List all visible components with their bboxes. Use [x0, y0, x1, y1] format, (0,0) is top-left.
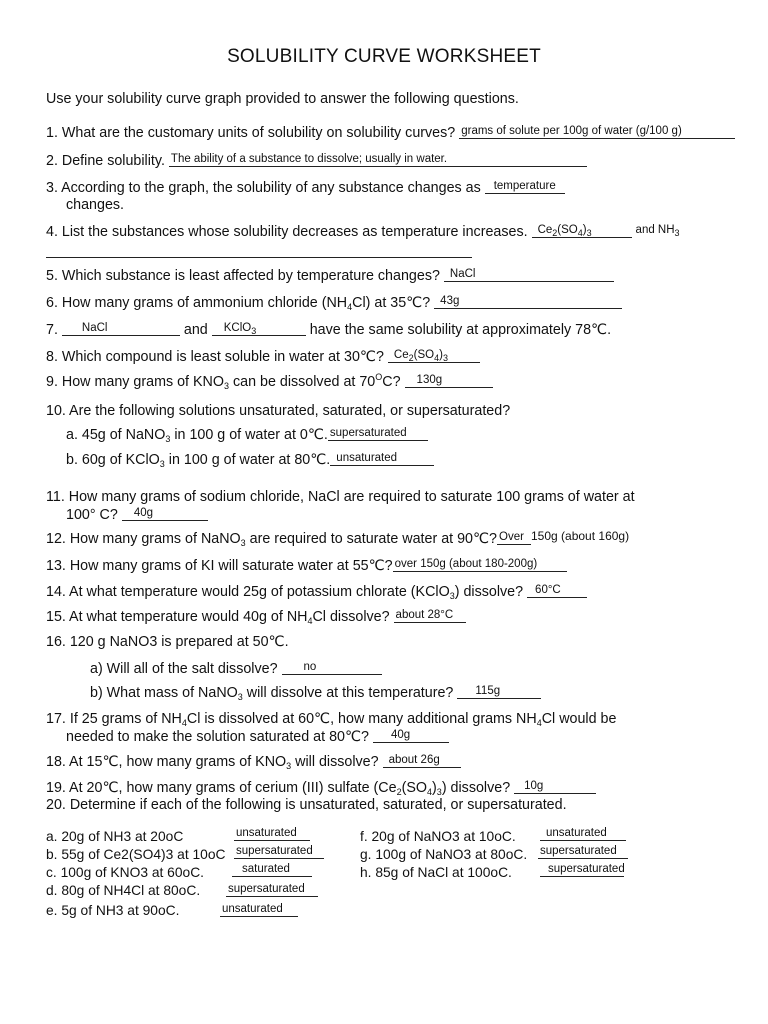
question-20e: e. 5g of NH3 at 90oC.: [46, 903, 180, 918]
answer-20e: unsaturated: [220, 902, 298, 920]
answer-17: 40g: [373, 729, 449, 743]
question-10a: a. 45g of NaNO$_3$ in 100 g of water at 0℃. supersaturated: [66, 426, 428, 444]
answer-16a: no: [282, 661, 382, 675]
question-7: 7. NaCl and KClO$_3$ have the same solubility at approximately 78℃.: [46, 322, 612, 338]
question-20h: h. 85g of NaCl at 100oC.: [360, 865, 512, 880]
question-20g: g. 100g of NaNO3 at 80oC.: [360, 847, 528, 862]
question-16a: a) Will all of the salt dissolve? no: [90, 660, 382, 678]
answer-6: 43g: [434, 295, 622, 309]
answer-14: 60°C: [527, 584, 587, 598]
question-4-text: 4. List the substances whose solubility decreases as temperature increases.: [46, 224, 528, 240]
question-12: 12. How many grams of NaNO$_3$ are required to saturate water at 90℃? Over $^{150g (about 160g)}$: [46, 529, 630, 548]
answer-10a: supersaturated: [328, 427, 428, 441]
question-3: [46, 179, 565, 197]
question-4: [46, 223, 680, 242]
answer-12: Over: [497, 531, 531, 545]
question-5: [46, 267, 614, 285]
question-16: 16. 120 g NaNO3 is prepared at 50℃.: [46, 634, 289, 650]
answer-11: 40g: [122, 507, 208, 521]
answer-1: grams of solute per 100g of water (g/100 g): [459, 125, 735, 139]
answer-16b: 115g: [457, 685, 541, 699]
question-13: 13. How many grams of KI will saturate water at 55℃? over 150g (about 180-200g): [46, 557, 567, 575]
answer-19: 10g: [514, 780, 596, 794]
question-9: 9. How many grams of $KNO_3$ can be dissolved at $70^OC$? 130g: [46, 373, 493, 391]
answer-20h: supersaturated: [540, 862, 624, 880]
answer-20g: supersaturated: [538, 844, 628, 862]
question-15: 15. At what temperature would 40g of $NH_4Cl$ dissolve? about 28°C: [46, 608, 466, 626]
answer-9: 130g: [405, 374, 493, 388]
answer-4-cont: and NH3: [635, 224, 680, 238]
question-10: 10. Are the following solutions unsaturated, saturated, or supersaturated?: [46, 403, 511, 419]
answer-7a: NaCl: [62, 322, 180, 336]
question-14: 14. At what temperature would 25g of potassium chlorate (KClO$_3$) dissolve? 60°C: [46, 583, 587, 601]
question-20c: c. 100g of KNO3 at 60oC.: [46, 865, 204, 880]
question-1: [46, 124, 735, 142]
question-17-cont: needed to make the solution saturated at 80℃? 40g: [66, 728, 449, 746]
question-18: 18. At 15℃, how many grams of $KNO_3$ will dissolve? about 26g: [46, 753, 461, 771]
question-2-text: 2. Define solubility.: [46, 153, 165, 169]
question-1-text: 1. What are the customary units of solubility on solubility curves?: [46, 125, 456, 141]
answer-18: about 26g: [383, 754, 461, 768]
answer-3: temperature: [485, 180, 565, 194]
question-5-text: 5. Which substance is least affected by temperature changes?: [46, 268, 440, 284]
question-20d: d. 80g of NH4Cl at 80oC.: [46, 883, 201, 898]
question-16b: b) What mass of NaNO$_3$ will dissolve at this temperature? 115g: [90, 684, 541, 702]
question-20: 20. Determine if each of the following is unsaturated, saturated, or supersaturated.: [46, 797, 567, 813]
question-20f: f. 20g of NaNO3 at 10oC.: [360, 829, 516, 844]
question-3-text: 3. According to the graph, the solubility of any substance changes as: [46, 180, 481, 196]
question-19: 19. At 20℃, how many grams of cerium (III) sulfate $(Ce_2(SO_4)_3)$ dissolve? 10g: [46, 779, 596, 797]
question-10b: b. 60g of KClO$_3$ in 100 g of water at 80℃. unsaturated: [66, 451, 434, 469]
question-3-cont: changes.: [66, 197, 125, 213]
intro-text: Use your solubility curve graph provided to answer the following questions.: [46, 91, 519, 107]
answer-20a: unsaturated: [234, 826, 310, 844]
answer-4: $Ce_2(SO_4)_3$: [532, 224, 632, 238]
answer-10b: unsaturated: [330, 452, 434, 466]
page-title: SOLUBILITY CURVE WORKSHEET: [227, 46, 541, 67]
answer-13: over 150g (about 180-200g): [393, 558, 567, 572]
answer-7b: KClO$_3$: [212, 322, 306, 336]
answer-20d: supersaturated: [226, 882, 318, 900]
question-11-cont: 100° C? 40g: [66, 506, 208, 524]
answer-5: NaCl: [444, 268, 614, 282]
question-2: [46, 152, 587, 170]
question-17: 17. If 25 grams of $NH_4Cl$ is dissolved at 60℃, how many additional grams $NH_4Cl$ would be: [46, 711, 617, 728]
question-6: 6. How many grams of ammonium chloride $(NH_4Cl)$ at 35℃? 43g: [46, 294, 622, 312]
answer-12-cont: 150g (about 160g): [531, 529, 630, 543]
answer-2: The ability of a substance to dissolve; usually in water.: [169, 153, 587, 167]
answer-20b: supersaturated: [234, 844, 324, 862]
answer-4-extra-line: [46, 257, 472, 258]
answer-15: about 28°C: [394, 609, 466, 623]
question-11: 11. How many grams of sodium chloride, NaCl are required to saturate 100 grams of water at: [46, 489, 635, 505]
answer-8: $Ce_2(SO_4)_3$: [388, 349, 480, 363]
answer-20f: unsaturated: [540, 826, 626, 844]
question-20b: b. 55g of Ce2(SO4)3 at 10oC: [46, 847, 226, 862]
answer-20c: saturated: [232, 862, 312, 880]
question-8: 8. Which compound is least soluble in water at 30℃? $Ce_2(SO_4)_3$: [46, 348, 480, 366]
question-20a: a. 20g of NH3 at 20oC: [46, 829, 184, 844]
